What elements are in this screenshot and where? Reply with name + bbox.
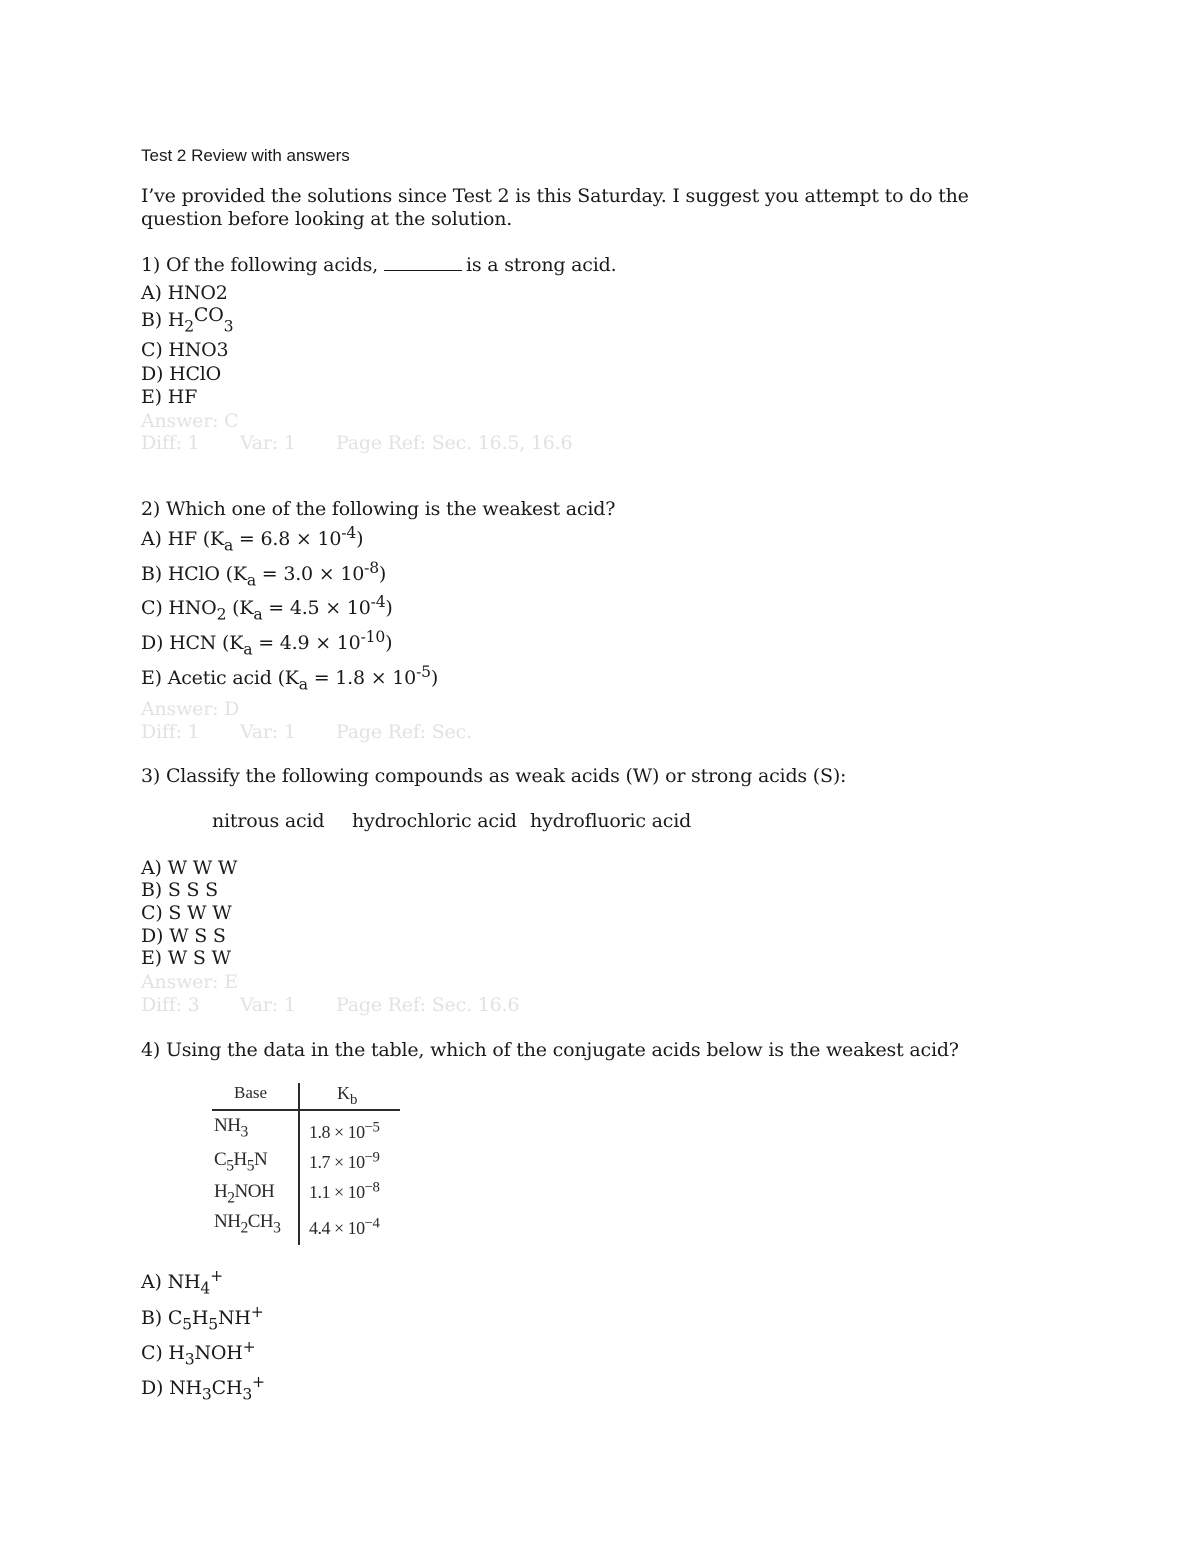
kb-table-kb-3: $1.1 \times 10^{-8}$ (309, 1179, 380, 1202)
q1-option-e: E) HF (141, 386, 198, 408)
q2-option-a: A) HF $(K_a = 6.8 \times 10^{-4})$ (141, 524, 364, 555)
kb-table-kb-1: $1.8 \times 10^{-5}$ (309, 1119, 380, 1142)
q4-option-c: C) $H_3NOH^+$ (141, 1338, 256, 1369)
q1-stem (141, 254, 616, 276)
q3-option-c: C) S W W (141, 902, 232, 924)
q3-page-ref: Page Ref: Sec. 16.6 (336, 994, 520, 1016)
q2-option-d: D) HCN $(K_a = 4.9 \times 10^{-10})$ (141, 628, 393, 659)
q2-option-b: B) HClO $(K_a = 3.0 \times 10^{-8})$ (141, 559, 387, 590)
intro-line-1: I’ve provided the solutions since Test 2 is this Saturday. I suggest you attempt to do the (141, 185, 969, 207)
kb-table-base-4: $NH_2CH_3$ (214, 1211, 281, 1237)
kb-table-header-base: Base (234, 1083, 268, 1102)
q3-compound-2: hydrochloric acid (352, 810, 517, 832)
kb-table-header-kb: $K_b$ (337, 1083, 358, 1109)
kb-table-header-rule (212, 1109, 400, 1111)
q1-diff: Diff: 1 (141, 432, 200, 454)
q4-option-a: A) $NH_4^+$ (141, 1267, 223, 1298)
q3-stem: 3) Classify the following compounds as weak acids (W) or strong acids (S): (141, 765, 847, 787)
q1-option-a: A) HNO2 (141, 282, 228, 304)
q1-option-d: D) HClO (141, 363, 222, 385)
intro-line-2: question before looking at the solution. (141, 208, 513, 230)
q3-diff: Diff: 3 (141, 994, 200, 1016)
q2-page-ref: Page Ref: Sec. (336, 721, 472, 743)
kb-table-kb-4: $4.4 \times 10^{-4}$ (309, 1215, 380, 1238)
q3-var: Var: 1 (240, 994, 296, 1016)
q2-var: Var: 1 (240, 721, 296, 743)
q4-option-d: D) $NH_3CH_3^+$ (141, 1373, 265, 1404)
q1-stem-before: 1) Of the following acids, (141, 254, 378, 276)
q3-compound-1: nitrous acid (212, 810, 325, 832)
q3-compound-3: hydrofluoric acid (530, 810, 692, 832)
q1-answer: Answer: C (141, 410, 239, 432)
q2-answer: Answer: D (141, 698, 240, 720)
q2-option-c: C) $HNO_2$ $(K_a = 4.5 \times 10^{-4})$ (141, 593, 393, 624)
page-title: Test 2 Review with answers (141, 146, 350, 165)
kb-table-base-1: $NH_3$ (214, 1115, 248, 1141)
kb-table (212, 1083, 402, 1248)
q1-page-ref: Page Ref: Sec. 16.5, 16.6 (336, 432, 573, 454)
kb-table-kb-2: $1.7 \times 10^{-9}$ (309, 1149, 380, 1172)
q1-option-b: B) $H_2CO_3$ (141, 304, 234, 336)
q4-stem: 4) Using the data in the table, which of the conjugate acids below is the weakest acid? (141, 1039, 959, 1061)
kb-table-base-3: $H_2NOH$ (214, 1181, 275, 1207)
q3-option-a: A) W W W (141, 857, 238, 879)
kb-table-base-2: $C_5H_5N$ (214, 1149, 268, 1175)
q1-option-c: C) HNO3 (141, 339, 229, 361)
q3-answer: Answer: E (141, 971, 238, 993)
q2-stem: 2) Which one of the following is the weakest acid? (141, 498, 616, 520)
q2-diff: Diff: 1 (141, 721, 200, 743)
q1-blank (384, 256, 462, 271)
q1-var: Var: 1 (240, 432, 296, 454)
q2-option-e: E) Acetic acid $(K_a = 1.8 \times 10^{-5})$ (141, 663, 439, 694)
q3-option-b: B) S S S (141, 879, 218, 901)
q3-option-d: D) W S S (141, 925, 226, 947)
q3-option-e: E) W S W (141, 947, 231, 969)
q1-stem-after: is a strong acid. (466, 254, 617, 276)
q4-option-b: B) $C_5H_5NH^+$ (141, 1303, 264, 1334)
kb-table-column-rule (298, 1083, 300, 1245)
